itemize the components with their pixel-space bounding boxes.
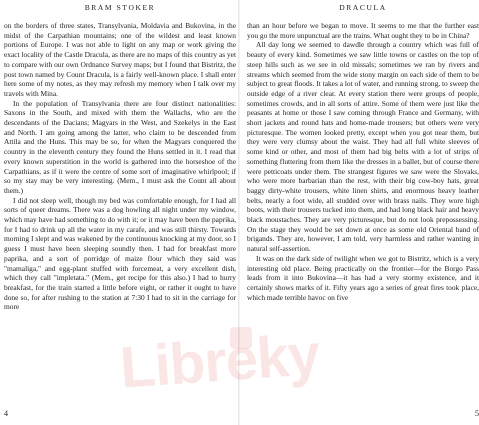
right-page-body xyxy=(247,21,479,302)
book-gutter xyxy=(238,0,240,425)
watermark: Libreky xyxy=(118,321,322,401)
right-running-head: DRACULA xyxy=(339,3,387,12)
right-page xyxy=(247,0,479,425)
paragraph: It was on the dark side of twilight when we got to Bistritz, which is a very interesting old place. Being practically on the frontier—for the Borgo Pass leads from it into Bukovina—it has had a very stormy existence, and it certainly shows marks of it. Fifty years ago a series of great fires took place, which made terrible havoc on five xyxy=(247,253,479,302)
paragraph: All day long we seemed to dawdle through a country which was full of beauty of every kind. Sometimes we saw little towns or castles on the top of steep hills such as we see in old missals; sometimes we ran by rivers and streams which seemed from the wide stony margin on each side of them to be subject to great floods. It takes a lot of water, and running strong, to sweep the outside edge of a river clear. At every station there were groups of people, sometimes crowds, and in all sorts of attire. Some of them were just like the peasants at home or those I saw coming through France and Germany, with short jackets and round hats and home-made trousers; but others were very picturesque. The women looked pretty, except when you got near them, but they were very clumsy about the waist. They had all full white sleeves of some kind or other, and most of them had big belts with a lot of strips of something fluttering from them like the dresses in a ballet, but of course there were petticoats under them. The strangest figures we saw were the Slovaks, who were more barbarian than the rest, with their big cow-boy hats, great baggy dirty-white trousers, white linen shirts, and enormous heavy leather belts, nearly a foot wide, all studded over with brass nails. They wore high boots, with their trousers tucked into them, and had long black hair and heavy black moustaches. They are very picturesque, but do not look prepossessing. On the stage they would be set down at once as some old Oriental band of brigands. They are, however, I am told, very harmless and rather wanting in natural self-assertion. xyxy=(247,40,479,254)
left-page-body xyxy=(4,21,236,312)
left-page-number: 4 xyxy=(4,409,8,418)
paragraph: In the population of Transylvania there are four distinct nationalities: Saxons in the South, and mixed with them the Wallachs, who are the descendants of the Dacians; Magyars in the West, and Szekelys in the East and North. I am going among the latter, who claim to be descended from Attila and the Huns. This may be so, for when the Magyars conquered the country in the eleventh century they found the Huns settled in it. I read that every known superstition in the world is gathered into the horseshoe of the Carpathians, as if it were the centre of some sort of imaginative whirlpool; if so my stay may be very interesting. (Mem., I must ask the Count all about them.) xyxy=(4,98,236,195)
paragraph: than an hour before we began to move. It seems to me that the further east you go the more unpunctual are the trains. What ought they to be in China? xyxy=(247,21,479,40)
right-page-number: 5 xyxy=(475,409,479,418)
left-running-head: BRAM STOKER xyxy=(84,3,156,12)
paragraph: I did not sleep well, though my bed was comfortable enough, for I had all sorts of queer dreams. There was a dog howling all night under my window, which may have had something to do with it; or it may have been the paprika, for I had to drink up all the water in my carafe, and was still thirsty. Towards morning I slept and was wakened by the continuous knocking at my door, so I guess I must have been sleeping soundly then. I had for breakfast more paprika, and a sort of porridge of maize flour which they said was "mamaliga," and egg-plant stuffed with forcemeat, a very excellent dish, which they call "impletata." (Mem., get recipe for this also.) I had to hurry breakfast, for the train started a little before eight, or rather it ought to have done so, for after rushing to the station at 7:30 I had to sit in the carriage for more xyxy=(4,195,236,312)
paragraph: on the borders of three states, Transylvania, Moldavia and Bukovina, in the midst of the Carpathian mountains; one of the wildest and least known portions of Europe. I was not able to light on any map or work giving the exact locality of the Castle Dracula, as there are no maps of this country as yet to compare with our own Ordnance Survey maps; but I found that Bistritz, the post town named by Count Dracula, is a fairly well-known place. I shall enter here some of my notes, as they may refresh my memory when I talk over my travels with Mina. xyxy=(4,21,236,98)
left-page xyxy=(4,0,236,425)
